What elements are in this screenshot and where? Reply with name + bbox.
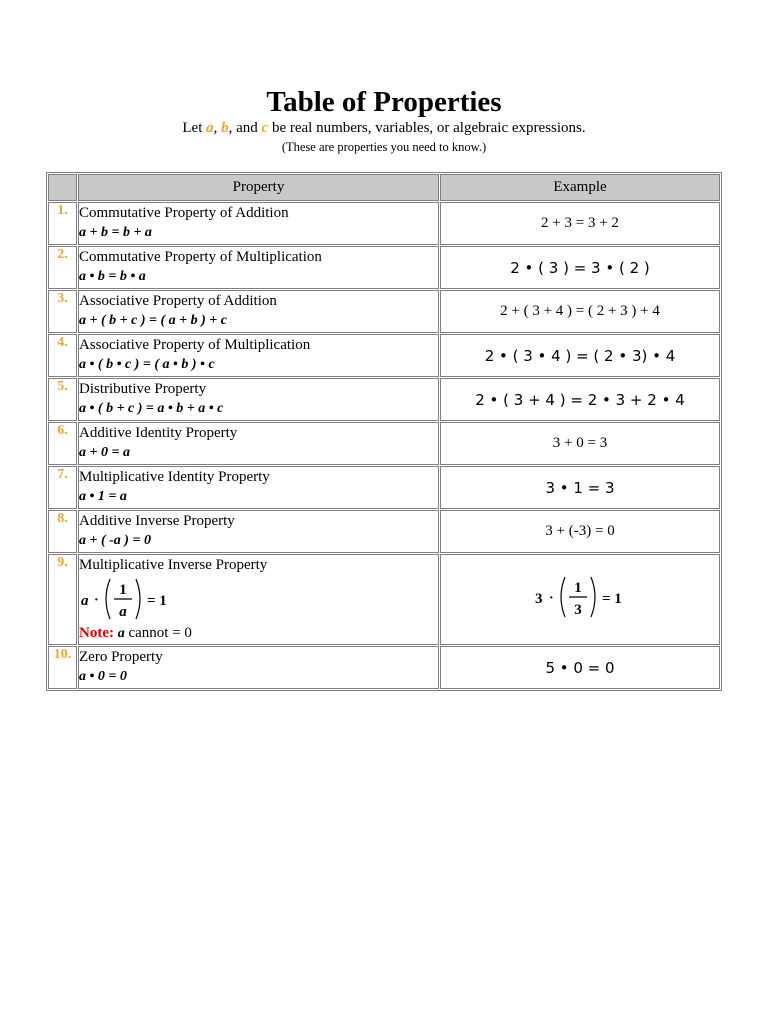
property-name: Associative Property of Addition (79, 293, 277, 309)
inverse-formula (79, 575, 279, 623)
properties-table (46, 172, 722, 691)
property-cell (78, 290, 439, 333)
example-cell: 2 + ( 3 + 4 ) = ( 2 + 3 ) + 4 (440, 290, 720, 333)
property-name: Multiplicative Identity Property (79, 469, 270, 485)
row-number: 4. (48, 334, 77, 377)
example-cell: 2 + 3 = 3 + 2 (440, 202, 720, 245)
property-formula: a • 1 = a (79, 489, 127, 504)
example-result: = 1 (602, 591, 622, 607)
example-cell (440, 554, 720, 645)
table-row (48, 378, 720, 421)
row-number: 8. (48, 510, 77, 553)
table-row (48, 466, 720, 509)
property-cell (78, 466, 439, 509)
subtitle-note: (These are properties you need to know.) (281, 140, 487, 154)
example-cell: 5 • 0 = 0 (440, 646, 720, 689)
property-formula: a + ( b + c ) = ( a + b ) + c (79, 313, 227, 328)
right-paren (136, 579, 140, 619)
property-name: Commutative Property of Addition (79, 205, 289, 221)
example-numerator: 1 (574, 580, 582, 596)
example-cell: 2 • ( 3 • 4 ) = ( 2 • 3) • 4 (440, 334, 720, 377)
variable-c: c (261, 120, 269, 136)
property-cell (78, 510, 439, 553)
note-label: Note: (79, 625, 114, 641)
example-cell: 3 + 0 = 3 (440, 422, 720, 465)
header-num-cell (48, 174, 77, 201)
subtitle-suffix: be real numbers, variables, or algebraic expressions. (268, 120, 586, 136)
multiply-dot: · (549, 591, 554, 606)
page-title: Table of Properties (266, 86, 502, 118)
property-name: Associative Property of Multiplication (79, 337, 311, 353)
property-name: Distributive Property (79, 381, 207, 397)
variable-a: a (206, 120, 214, 136)
row-number: 6. (48, 422, 77, 465)
formula-denominator: a (119, 604, 127, 620)
row-number: 9. (48, 554, 77, 645)
row-number: 10. (48, 646, 77, 689)
formula-numerator: 1 (119, 582, 127, 598)
property-cell (78, 246, 439, 289)
table-header-row (48, 174, 720, 201)
property-formula: a • b = b • a (79, 269, 146, 284)
property-formula: a + b = b + a (79, 225, 152, 240)
property-cell (78, 378, 439, 421)
table-row (48, 646, 720, 689)
row-number: 1. (48, 202, 77, 245)
example-cell: 2 • ( 3 ) = 3 • ( 2 ) (440, 246, 720, 289)
row-number: 2. (48, 246, 77, 289)
property-formula: a + ( -a ) = 0 (79, 533, 151, 548)
formula-var: a (81, 593, 89, 609)
example-var: 3 (535, 591, 543, 607)
property-cell (78, 646, 439, 689)
subtitle-sep2: , and (228, 120, 262, 136)
variable-b: b (221, 120, 229, 136)
property-cell (78, 554, 439, 645)
formula-result: = 1 (147, 593, 167, 609)
row-number: 5. (48, 378, 77, 421)
property-cell (78, 202, 439, 245)
property-name: Zero Property (79, 649, 163, 665)
property-formula: a • 0 = 0 (79, 669, 127, 684)
example-cell: 2 • ( 3 + 4 ) = 2 • 3 + 2 • 4 (440, 378, 720, 421)
left-paren (561, 577, 565, 617)
right-paren (591, 577, 595, 617)
note-text: cannot = 0 (124, 625, 192, 641)
property-cell (78, 334, 439, 377)
table-row (48, 246, 720, 289)
table-row (48, 510, 720, 553)
inverse-example (530, 572, 630, 622)
property-formula: a • ( b + c ) = a • b + a • c (79, 401, 224, 416)
table-row (48, 334, 720, 377)
row-number: 7. (48, 466, 77, 509)
property-name: Multiplicative Inverse Property (79, 557, 268, 573)
property-name: Additive Inverse Property (79, 513, 235, 529)
property-formula: a + 0 = a (79, 445, 130, 460)
example-denominator: 3 (574, 602, 582, 618)
note-var: a (117, 626, 125, 641)
subtitle-prefix: Let (182, 120, 207, 136)
subtitle-sep1: , (213, 120, 222, 136)
example-cell: 3 • 1 = 3 (440, 466, 720, 509)
property-formula: a • ( b • c ) = ( a • b ) • c (79, 357, 215, 372)
table-row (48, 422, 720, 465)
multiply-dot: · (94, 593, 99, 608)
table-row (48, 202, 720, 245)
property-name: Additive Identity Property (79, 425, 238, 441)
subtitle (0, 120, 768, 137)
property-name: Commutative Property of Multiplication (79, 249, 322, 265)
left-paren (106, 579, 110, 619)
inverse-note (79, 623, 438, 644)
example-cell: 3 + (-3) = 0 (440, 510, 720, 553)
row-number: 3. (48, 290, 77, 333)
table-row (48, 554, 720, 645)
table-row (48, 290, 720, 333)
property-cell (78, 422, 439, 465)
column-header-property: Property (78, 174, 439, 201)
column-header-example: Example (440, 174, 720, 201)
